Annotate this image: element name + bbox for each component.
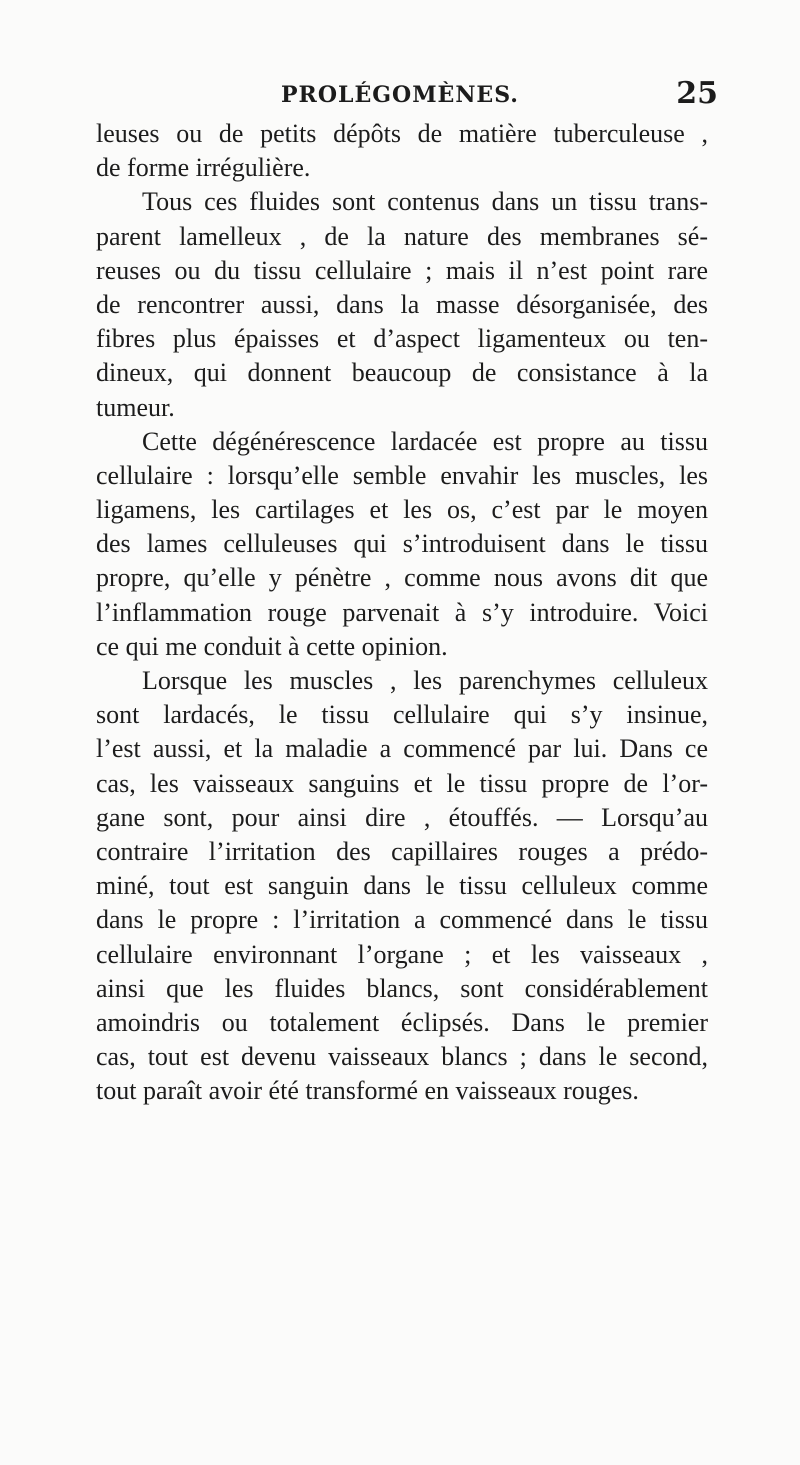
body-text xyxy=(96,117,708,1108)
text-line: gane sont, pour ainsi dire , étouffés. — Lorsqu’au xyxy=(96,802,708,832)
text-line: Tous ces fluides sont contenus dans un tissu trans- xyxy=(142,187,708,217)
text-line: dineux, qui donnent beaucoup de consistance à la xyxy=(96,358,708,388)
text-line: l’est aussi, et la maladie a commencé par lui. Dans ce xyxy=(96,734,708,764)
text-line: cellulaire environnant l’organe ; et les vaisseaux , xyxy=(96,939,708,969)
page-number: 25 xyxy=(676,76,718,111)
text-line: reuses ou du tissu cellulaire ; mais il n’est point rare xyxy=(96,255,708,285)
text-line: l’inflammation rouge parvenait à s’y introduire. Voici xyxy=(96,597,708,627)
text-line: cellulaire : lorsqu’elle semble envahir les muscles, les xyxy=(96,460,708,490)
text-line: tumeur. xyxy=(96,392,175,422)
text-line: contraire l’irritation des capillaires rouges a prédo- xyxy=(96,836,708,866)
text-line: de forme irrégulière. xyxy=(96,153,311,183)
text-line: fibres plus épaisses et d’aspect ligamenteux ou ten- xyxy=(96,324,708,354)
text-line: de rencontrer aussi, dans la masse désorganisée, des xyxy=(96,289,708,319)
text-line: miné, tout est sanguin dans le tissu celluleux comme xyxy=(96,871,708,901)
text-line: sont lardacés, le tissu cellulaire qui s’y insinue, xyxy=(96,700,708,730)
text-line: Cette dégénérescence lardacée est propre au tissu xyxy=(142,426,708,456)
running-head xyxy=(0,76,800,120)
text-line: cas, les vaisseaux sanguins et le tissu propre de l’or- xyxy=(96,768,708,798)
text-line: leuses ou de petits dépôts de matière tuberculeuse , xyxy=(96,119,708,148)
text-line: des lames celluleuses qui s’introduisent dans le tissu xyxy=(96,529,708,559)
text-line: parent lamelleux , de la nature des membranes sé- xyxy=(96,221,708,251)
text-line: ligamens, les cartilages et les os, c’est par le moyen xyxy=(96,495,708,525)
text-line: tout paraît avoir été transformé en vaisseaux rouges. xyxy=(96,1076,639,1106)
text-line: ainsi que les fluides blancs, sont considérablement xyxy=(96,973,708,1003)
text-line: dans le propre : l’irritation a commencé dans le tissu xyxy=(96,905,708,935)
page-title: PROLÉGOMÈNES. xyxy=(281,82,519,108)
text-line: propre, qu’elle y pénètre , comme nous avons dit que xyxy=(96,563,708,593)
text-line: amoindris ou totalement éclipsés. Dans le premier xyxy=(96,1007,708,1037)
text-line: ce qui me conduit à cette opinion. xyxy=(96,631,448,661)
text-line: cas, tout est devenu vaisseaux blancs ; dans le second, xyxy=(96,1042,708,1072)
text-line: Lorsque les muscles , les parenchymes celluleux xyxy=(142,666,708,695)
